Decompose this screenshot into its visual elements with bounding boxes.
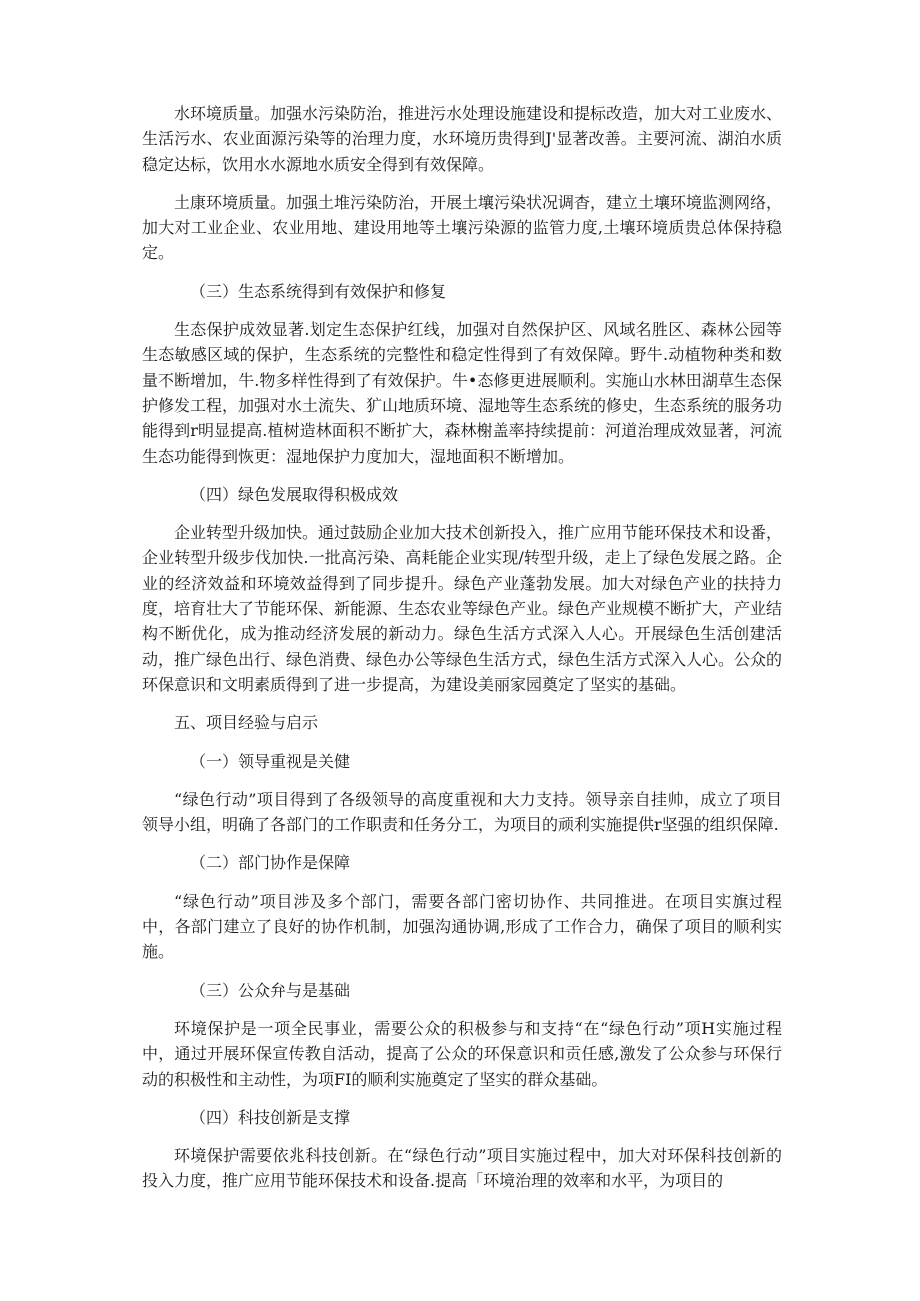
paragraph-soil-quality: 土康环境质量。加强土堆污染防治，开展土壤污染状况调杳，建立土壤环境监测网络，加大对工业企业、农业用地、建设用地等土壤污染源的监管力度,土壤环境质贵总体保持稳定。 (142, 192, 783, 263)
paragraph-public-participation: 环境保护是一项全民事业，需要公众的积极参与和支持“在“绿色行动”项H实施过程中，通过开展环保宣传教自活动，提高了公众的环保意识和贡任感,激发了公众参与环保行动的积极性和主动性，为项FI的顺利实施奠定了坚实的群众基础。 (142, 1018, 782, 1089)
paragraph-enterprise-transformation: 企业转型升级加快。通过鼓励企业加大技术创新投入，推广应用节能环保技术和设番，企业转型升级步伐加快.一批高污染、高耗能企业实现/转型升级，走上了绿色发展之路。企业的经济效益和环境效益得到了同步提升。绿色产业蓬勃发展。加大对绿色产业的扶持力度，培育壮大了节能环保、新能源、生态农业等绿色产业。绿色产业规模不断扩大，产业结构不断优化，成为推动经济发展的新动力。绿色生活方式深入人心。开展绿色生活创建活动，推广绿色出行、绿色消费、绿色办公等绿色生活方式，绿色生活方式深入人心。公众的环保意识和文明素质得到了进一步提高，为建设美丽家园奠定了坚实的基础。 (142, 523, 783, 694)
paragraph-technology: 环境保护需要依兆科技创新。在“绿色行动”项目实施过程中，加大对环保科技创新的投入力度，推广应用节能环保技术和设备.提高「环境治理的效率和水平，为项目的 (142, 1146, 782, 1191)
section-heading-leadership: （一）领导重视是关健 (190, 751, 351, 771)
paragraph-leadership: “绿色行动”项目得到了各级领导的高度重视和大力支持。领导亲自挂帅，成立了项目领导小组，明确了各部门的工作职责和任务分工，为项目的顽利实施提供r坚强的组织保障. (142, 789, 782, 835)
document-page (142, 101, 782, 1207)
paragraph-water-quality: 水环境质量。加强水污染防治，推进污水处理设施建设和提标改造，加大对工业废水、生活污水、农业面源污染等的治理力度，水环境历贵得到J'显著改善。主要河流、湖泊水质稳定达标，饮用水水源地水质安全得到有效保障。 (142, 104, 783, 174)
section-heading-cooperation: （二）部门协作是保障 (190, 853, 351, 873)
section-heading-public-participation: （三）公众弁与是基础 (190, 980, 351, 1000)
paragraph-ecology-protection: 生态保护成效显著.划定生态保护红线，加强对自然保护区、风域名胜区、森林公园等生态敏感区域的保护，生态系统的完整性和稳定性得到了有效保障。野牛.动植物种类和数量不断增加，牛.物多样性得到了有效保护。牛•态修更进展顺利。实施山水林田湖草生态保护修发工程，加强对水土流失、犷山地质环境、湿地等生态系统的修史，生态系统的服务功能得到r明显提高.植树造林面积不断扩大，森林榭盖率持续提前：河道治理成效显著，河流生态功能得到恢更：湿地保护力度加大，湿地面积不断增加。 (142, 320, 783, 466)
section-heading-ecosystem: （三）生态系统得到有效保护和修复 (190, 281, 447, 301)
section-heading-green-development: （四）绿色发展取得积极成效 (190, 484, 399, 504)
section-heading-technology: （四）科技创新是支撑 (190, 1107, 351, 1127)
chapter-heading-experience: 五、项目经验与启示 (174, 713, 319, 733)
paragraph-cooperation: “绿色行动”项目涉及多个部门，需要各部门密切协作、共同推进。在项目实旗过程中，各部门建立了良好的协作机制，加强沟通协调,形成了工作合力，确保了项目的顺利实施。 (142, 891, 782, 962)
